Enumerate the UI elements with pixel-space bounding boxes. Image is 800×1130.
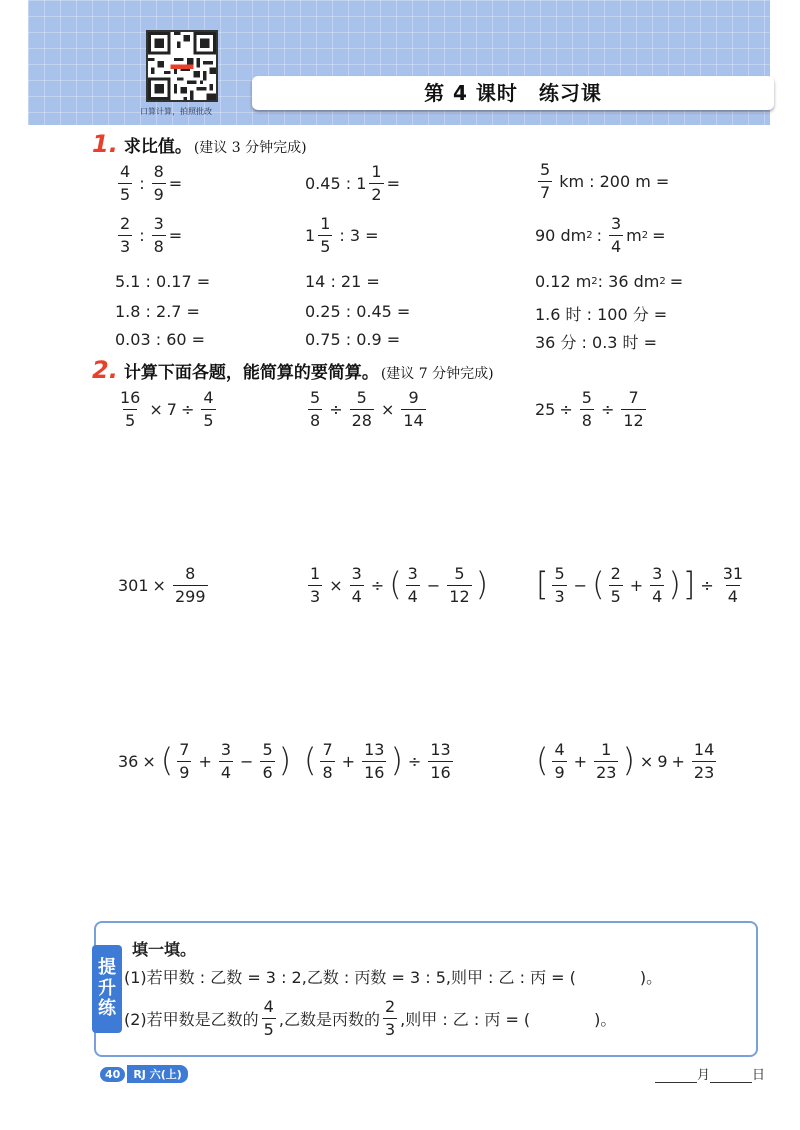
calc-exercise: $\frac{1}{3}$ × $\frac{3}{4}$ ÷ ( $\frac{3}{4}$ − $\frac{5}{12}$ ) — [310, 564, 489, 606]
practice-question-1: (1)若甲数 : 乙数 = 3 : 2,乙数 : 丙数 = 3 : 5,则甲 : 乙 : 丙 = ( )。 — [124, 968, 663, 987]
book-label: RJ 六(上) — [127, 1065, 187, 1083]
qr-caption: 口算计算，拍照批改 — [140, 107, 212, 116]
calc-exercise: 301 × $\frac{8}{299}$ — [118, 564, 206, 606]
ratio-exercise: 90 dm 2 : $\frac{3}{4}$ m 2 = — [535, 214, 666, 256]
section-1-heading — [92, 130, 307, 158]
lesson-title: 第 4 课时 练习课 — [424, 81, 602, 105]
practice-box — [94, 921, 758, 1057]
ratio-exercise: 36 分 : 0.3 时 = — [535, 333, 658, 352]
ratio-exercise: $\frac{2}{3}$ : $\frac{3}{8}$ = — [120, 214, 183, 256]
ratio-exercise: 1.6 时 : 100 分 = — [535, 305, 668, 324]
section-1-title: 求比值。 — [123, 137, 192, 157]
page-number: 40 — [100, 1067, 125, 1082]
lesson-title-bar — [252, 76, 774, 110]
practice-label: 填一填。 — [132, 940, 197, 959]
section-2-hint: (建议 7 分钟完成) — [380, 366, 494, 382]
section-2-heading — [92, 356, 494, 384]
ratio-exercise: 0.75 : 0.9 = — [305, 330, 401, 349]
page-footer — [100, 1066, 188, 1082]
calc-exercise: $\frac{5}{8}$ ÷ $\frac{5}{28}$ × $\frac{9}{14}$ — [310, 388, 424, 430]
calc-exercise: ( $\frac{4}{9}$ + $\frac{1}{23}$ ) × 9 + $\frac{14}{23}$ — [536, 740, 715, 782]
ratio-exercise: 0.25 : 0.45 = — [305, 302, 411, 321]
ratio-exercise: $\frac{4}{5}$ : $\frac{8}{9}$ = — [120, 162, 183, 204]
calc-exercise: [ $\frac{5}{3}$ − ( $\frac{2}{5}$ + $\frac{3}{4}$ ) ] ÷ $\frac{31}{4}$ — [536, 564, 744, 606]
section-2-number: 2. — [92, 356, 118, 384]
ratio-exercise: 1 $\frac{1}{5}$ : 3 = — [305, 214, 379, 256]
day-label: 日 — [752, 1068, 766, 1083]
ratio-exercise: $\frac{5}{7}$ km : 200 m = — [540, 160, 670, 202]
date-field — [655, 1064, 765, 1083]
section-1-number: 1. — [92, 130, 118, 158]
ratio-exercise: 5.1 : 0.17 = — [115, 272, 211, 291]
ratio-exercise: 0.12 m 2 : 36 dm 2 = — [535, 272, 684, 291]
month-blank[interactable] — [655, 1070, 697, 1083]
calc-exercise: 25 ÷ $\frac{5}{8}$ ÷ $\frac{7}{12}$ — [535, 388, 644, 430]
qr-code[interactable] — [146, 30, 218, 102]
practice-badge: 提 升 练 — [92, 945, 122, 1033]
ratio-exercise: 0.45 : 1 $\frac{1}{2}$ = — [305, 162, 400, 204]
calc-exercise: ( $\frac{7}{8}$ + $\frac{13}{16}$ ) ÷ $\frac{13}{16}$ — [304, 740, 451, 782]
ratio-exercise: 14 : 21 = — [305, 272, 380, 291]
section-2-title: 计算下面各题，能简算的要简算。 — [123, 363, 379, 383]
header-banner — [28, 0, 770, 125]
day-blank[interactable] — [710, 1070, 752, 1083]
month-label: 月 — [697, 1068, 711, 1083]
ratio-exercise: 0.03 : 60 = — [115, 330, 206, 349]
calc-exercise: 36 × ( $\frac{7}{9}$ + $\frac{3}{4}$ − $\frac{5}{6}$ ) — [118, 740, 292, 782]
ratio-exercise: 1.8 : 2.7 = — [115, 302, 200, 321]
practice-question-2: (2)若甲数是乙数的 $\frac{4}{5}$ ,乙数是丙数的 $\frac{2}{3}$ ,则甲 : 乙 : 丙 = ( )。 — [124, 997, 617, 1039]
section-1-hint: (建议 3 分钟完成) — [193, 140, 307, 156]
calc-exercise: $\frac{16}{5}$ × 7 ÷ $\frac{4}{5}$ — [120, 388, 214, 430]
